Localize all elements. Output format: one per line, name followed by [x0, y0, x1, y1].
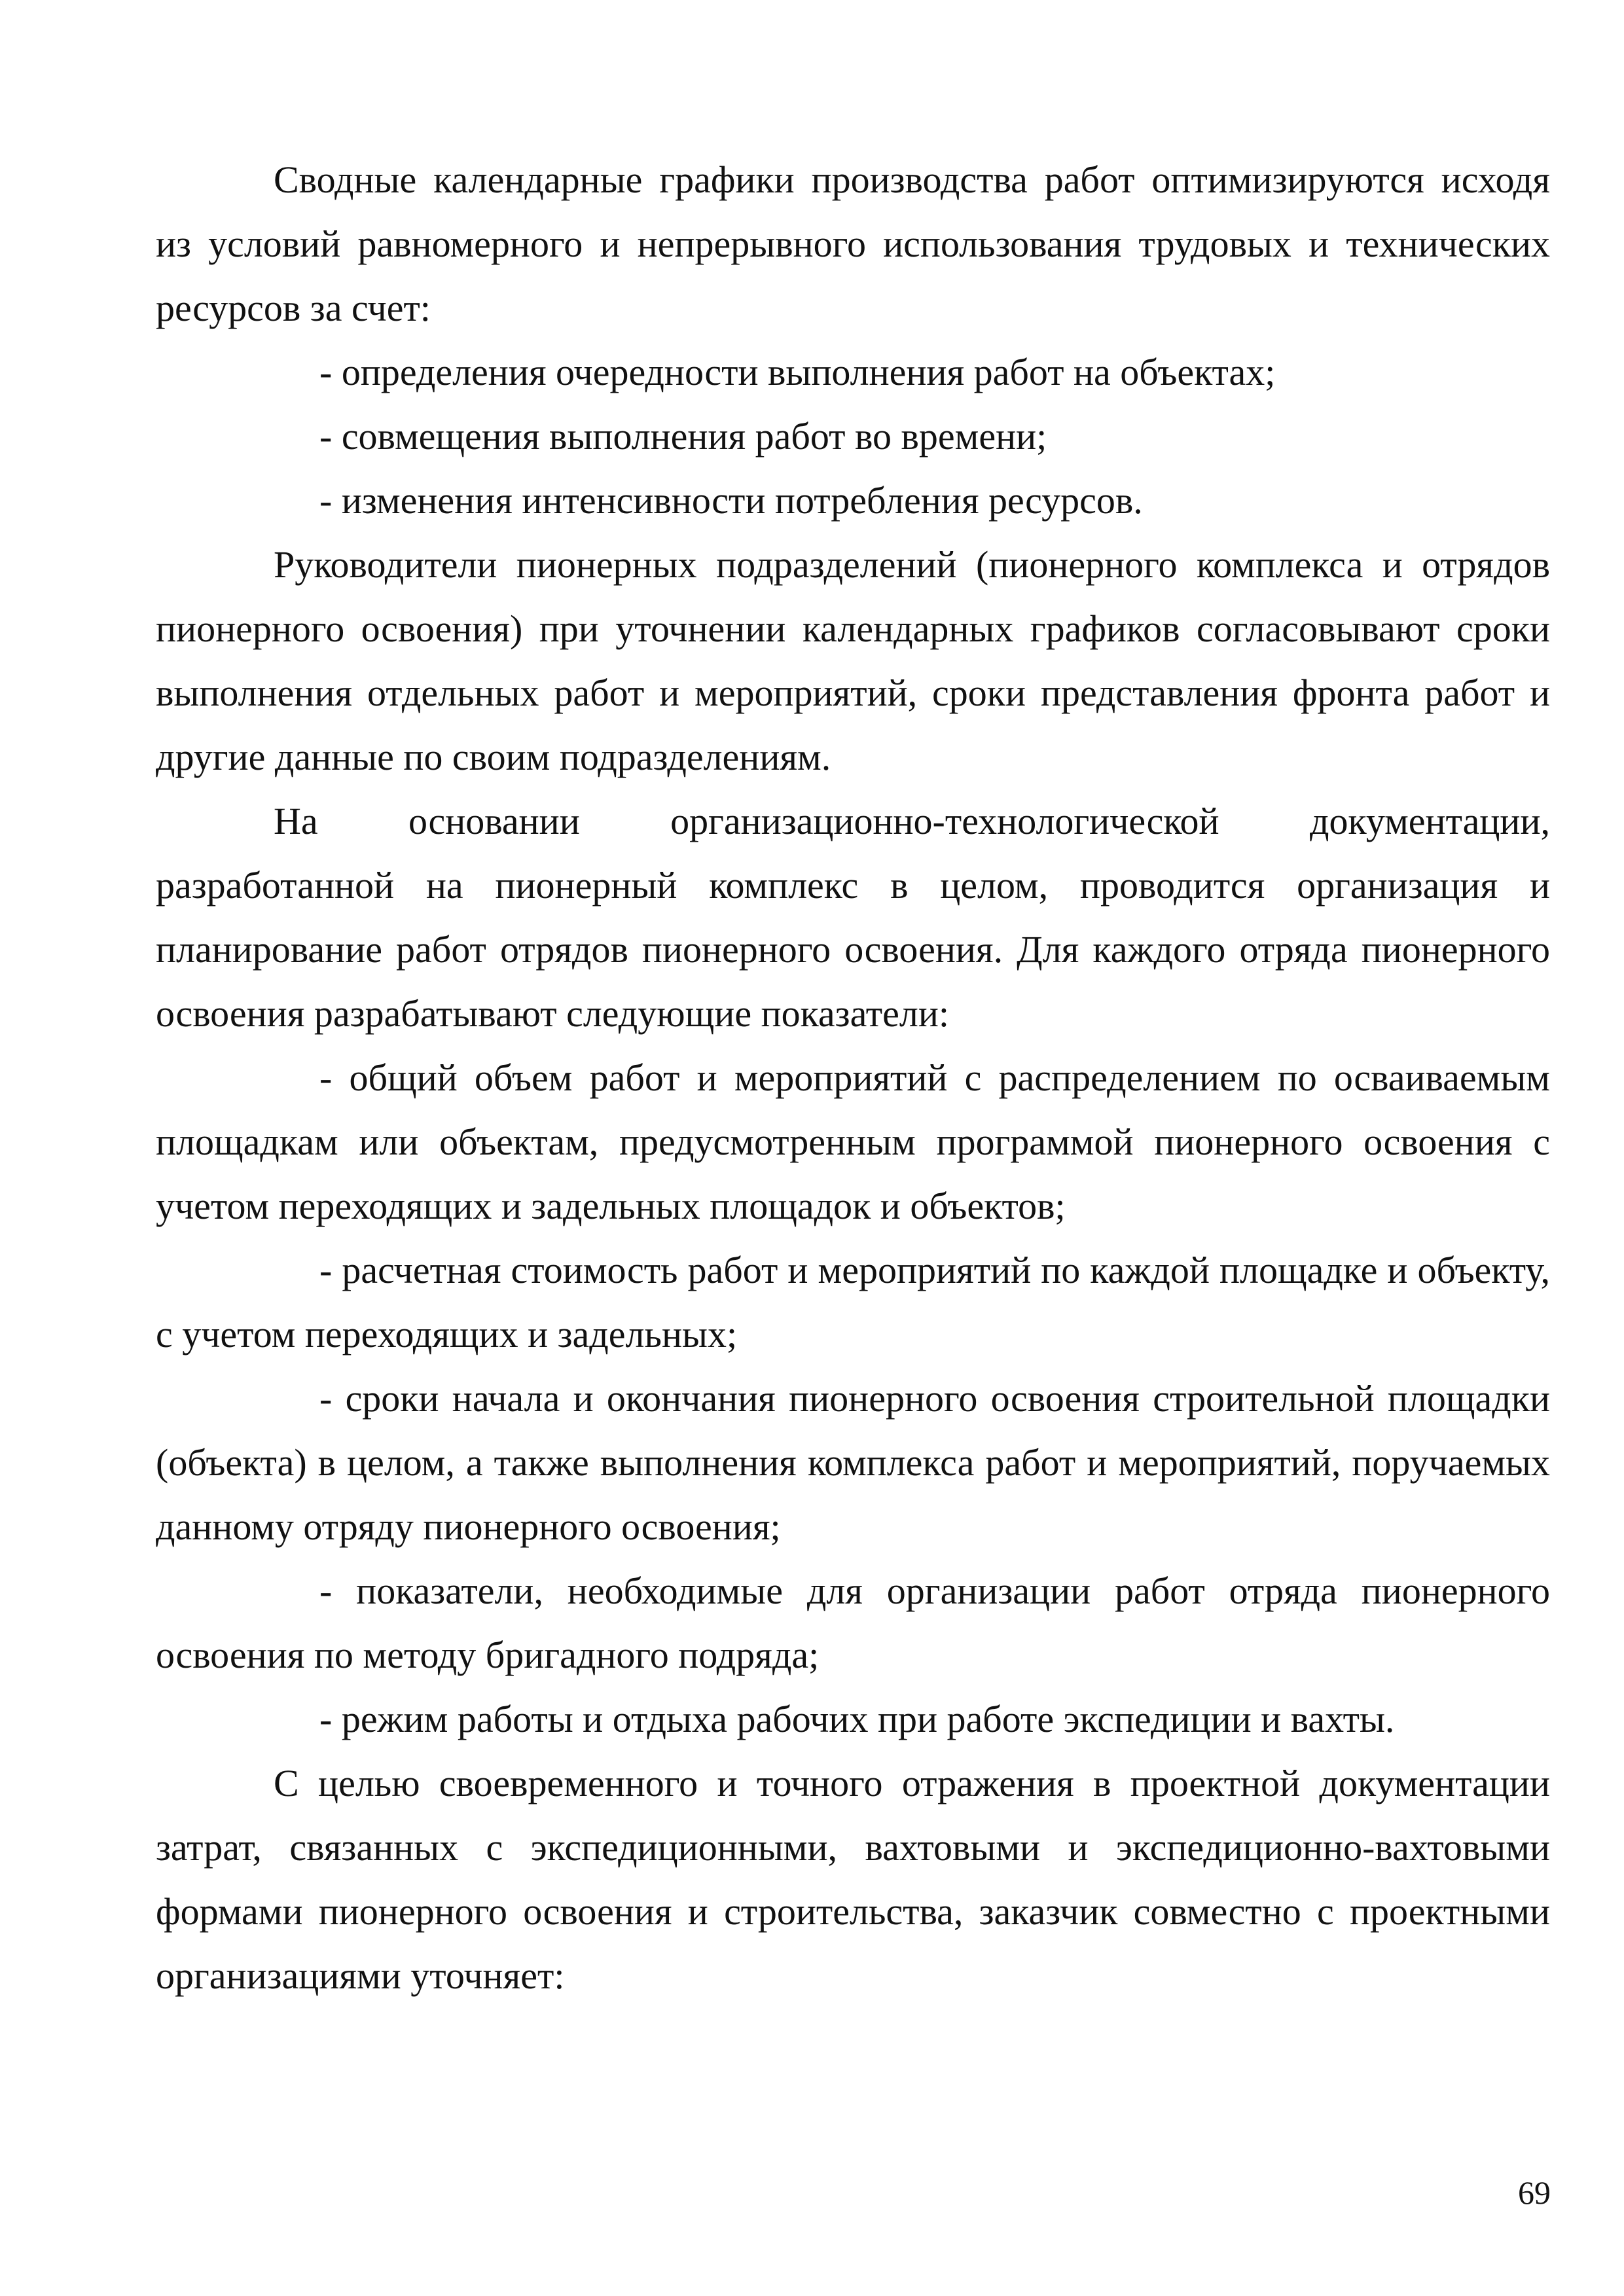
list-item: - расчетная стоимость работ и мероприятий по каждой площадке и объекту, с учетом переходящих и задельных;: [156, 1249, 1550, 1355]
list-item: - совмещения выполнения работ во времени;: [319, 415, 1047, 457]
list-item: - изменения интенсивности потребления ресурсов.: [319, 479, 1143, 522]
page-number: 69: [1518, 2174, 1551, 2211]
list-item: - показатели, необходимые для организации работ отряда пионерного освоения по методу бригадного подряда;: [156, 1570, 1550, 1676]
paragraph: На основании организационно-технологической документации, разработанной на пионерный комплекс в целом, проводится организация и планирование работ отрядов пионерного освоения. Для каждого отряда пионерного освоения разрабатывают следующие показатели:: [156, 800, 1550, 1035]
paragraph: С целью своевременного и точного отражения в проектной документации затрат, связанных с экспедиционными, вахтовыми и экспедиционно-вахтовыми формами пионерного освоения и строительства, заказчик совместно с проектными организациями уточняет:: [156, 1762, 1550, 1997]
list-item: - режим работы и отдыха рабочих при работе экспедиции и вахты.: [319, 1698, 1395, 1740]
list-item: - определения очередности выполнения работ на объектах;: [319, 351, 1276, 393]
paragraph: Сводные календарные графики производства работ оптимизируются исходя из условий равномерного и непрерывного использования трудовых и технических ресурсов за счет:: [156, 158, 1550, 329]
list-item: - общий объем работ и мероприятий с распределением по осваиваемым площадкам или объектам, предусмотренным программой пионерного освоения с учетом переходящих и задельных площадок и объектов;: [156, 1056, 1550, 1227]
list-item: - сроки начала и окончания пионерного освоения строительной площадки (объекта) в целом, а также выполнения комплекса работ и мероприятий, поручаемых данному отряду пионерного освоения;: [156, 1377, 1550, 1548]
paragraph: Руководители пионерных подразделений (пионерного комплекса и отрядов пионерного освоения) при уточнении календарных графиков согласовывают сроки выполнения отдельных работ и мероприятий, сроки представления фронта работ и другие данные по своим подразделениям.: [156, 543, 1550, 778]
document-body: [156, 148, 1550, 2008]
